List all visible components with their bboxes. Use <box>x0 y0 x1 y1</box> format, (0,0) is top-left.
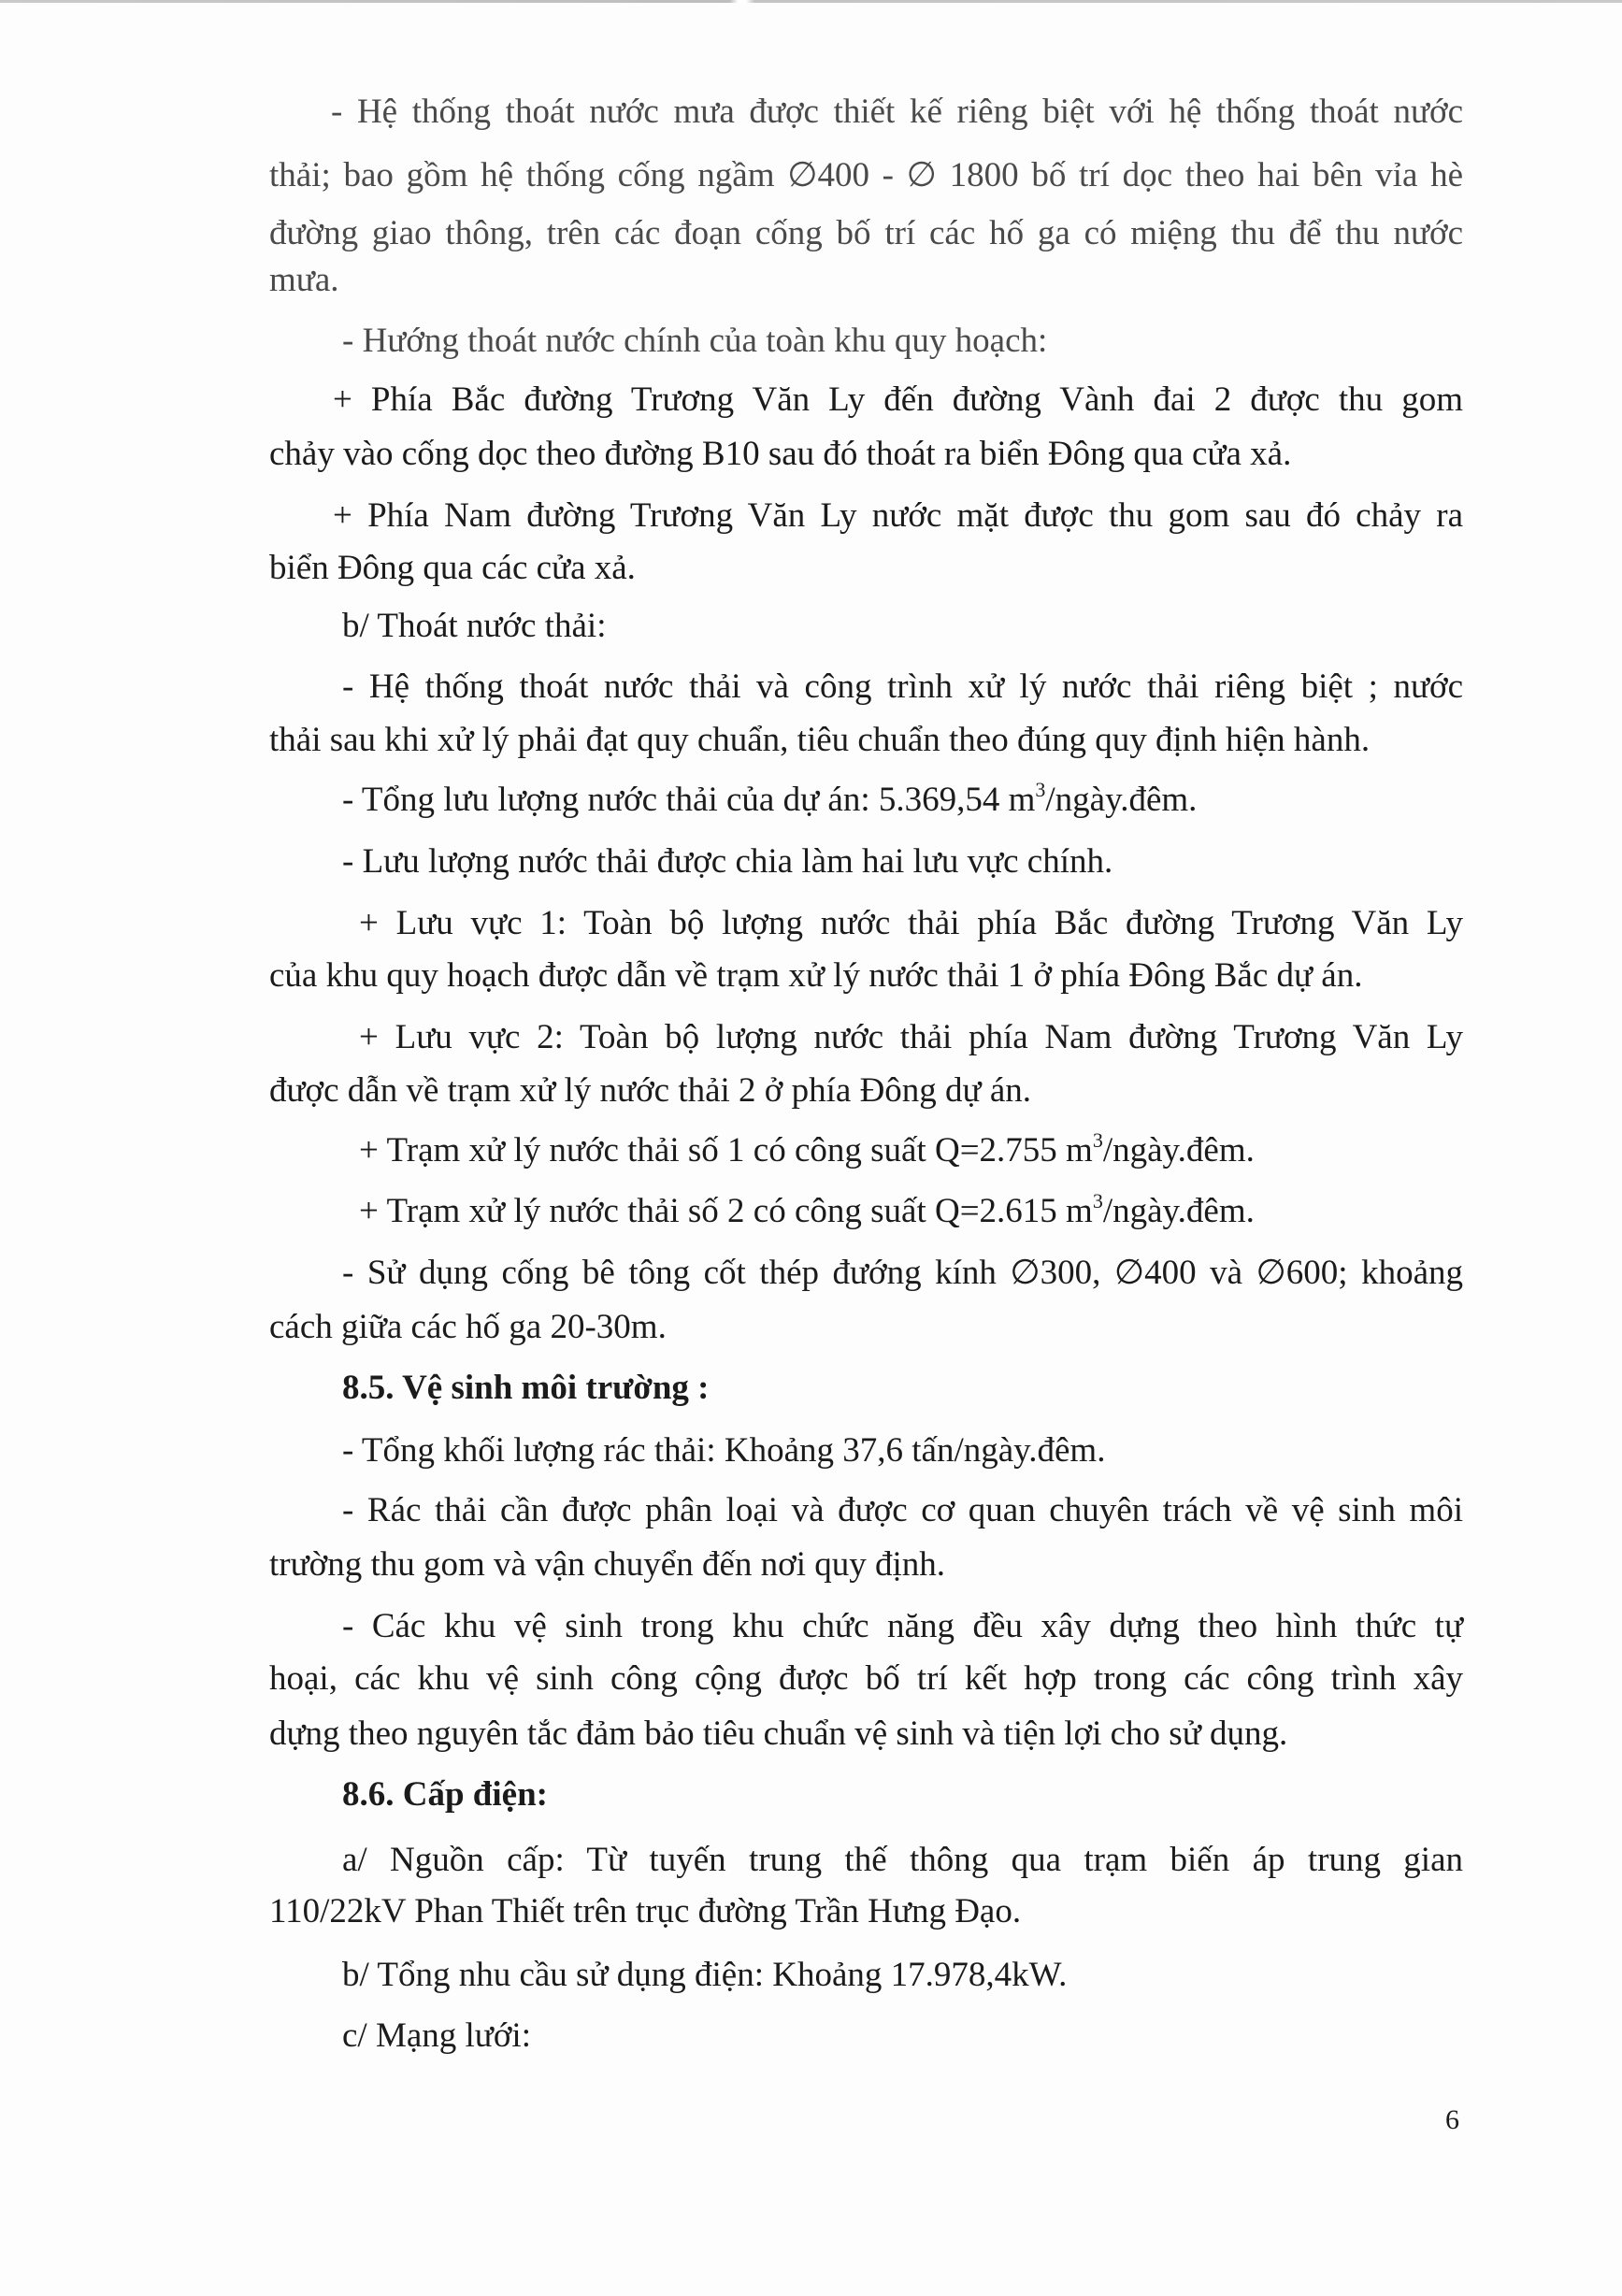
paragraph-line: b/ Tổng nhu cầu sử dụng điện: Khoảng 17.978,4kW. <box>342 1956 1068 1994</box>
paragraph-line: trường thu gom và vận chuyển đến nơi quy định. <box>269 1545 946 1584</box>
text-run: + Trạm xử lý nước thải số 2 có công suất Q=2.615 m <box>359 1192 1093 1230</box>
paragraph-line: - Hệ thống thoát nước mưa được thiết kế riêng biệt với hệ thống thoát nước <box>331 93 1463 131</box>
paragraph-line: đường giao thông, trên các đoạn cống bố trí các hố ga có miệng thu để thu nước <box>269 214 1463 252</box>
paragraph-line <box>359 1127 1255 1171</box>
page-number: 6 <box>1445 2104 1459 2135</box>
paragraph-line: + Phía Nam đường Trương Văn Ly nước mặt được thu gom sau đó chảy ra <box>333 496 1463 535</box>
superscript: 3 <box>1092 1127 1103 1152</box>
paragraph-line: 110/22kV Phan Thiết trên trục đường Trần Hưng Đạo. <box>269 1892 1022 1930</box>
section-heading: 8.6. Cấp điện: <box>342 1775 548 1814</box>
text-run: /ngày.đêm. <box>1045 781 1198 819</box>
paragraph-line <box>342 777 1198 821</box>
paragraph-line: - Sử dụng cống bê tông cốt thép đướng kính ∅300, ∅400 và ∅600; khoảng <box>342 1254 1463 1292</box>
paragraph-line: biển Đông qua các cửa xả. <box>269 549 636 587</box>
paragraph-line <box>359 1188 1255 1232</box>
section-subheading: b/ Thoát nước thải: <box>342 607 607 645</box>
paragraph-line: - Các khu vệ sinh trong khu chức năng đều xây dựng theo hình thức tự <box>342 1607 1463 1645</box>
paragraph-line: a/ Nguồn cấp: Từ tuyến trung thế thông qua trạm biến áp trung gian <box>342 1841 1463 1879</box>
text-run: /ngày.đêm. <box>1102 1131 1255 1170</box>
paragraph-line: cách giữa các hố ga 20-30m. <box>269 1308 667 1346</box>
paragraph-line: hoại, các khu vệ sinh công cộng được bố trí kết hợp trong các công trình xây <box>269 1659 1463 1698</box>
paragraph-line: - Hệ thống thoát nước thải và công trình xử lý nước thải riêng biệt ; nước <box>342 667 1463 706</box>
paragraph-line: thải; bao gồm hệ thống cống ngầm ∅400 - ∅ 1800 bố trí dọc theo hai bên vỉa hè <box>269 156 1463 194</box>
paragraph-line: thải sau khi xử lý phải đạt quy chuẩn, tiêu chuẩn theo đúng quy định hiện hành. <box>269 721 1371 759</box>
superscript: 3 <box>1035 777 1046 801</box>
paragraph-line: - Rác thải cần được phân loại và được cơ quan chuyên trách về vệ sinh môi <box>342 1491 1463 1529</box>
paragraph-line: c/ Mạng lưới: <box>342 2016 531 2055</box>
text-run: - Tổng lưu lượng nước thải của dự án: 5.369,54 m <box>342 781 1036 819</box>
paragraph-line: chảy vào cống dọc theo đường B10 sau đó thoát ra biển Đông qua cửa xả. <box>269 435 1292 473</box>
paragraph-line: của khu quy hoạch được dẫn về trạm xử lý nước thải 1 ở phía Đông Bắc dự án. <box>269 956 1363 995</box>
text-run: + Trạm xử lý nước thải số 1 có công suất Q=2.755 m <box>359 1131 1093 1170</box>
paragraph-line: + Lưu vực 1: Toàn bộ lượng nước thải phía Bắc đường Trương Văn Ly <box>359 904 1463 942</box>
paragraph-line: - Tổng khối lượng rác thải: Khoảng 37,6 tấn/ngày.đêm. <box>342 1431 1106 1470</box>
paragraph-line: - Hướng thoát nước chính của toàn khu quy hoạch: <box>342 322 1048 360</box>
paragraph-line: - Lưu lượng nước thải được chia làm hai lưu vực chính. <box>342 842 1113 881</box>
paragraph-line: + Lưu vực 2: Toàn bộ lượng nước thải phía Nam đường Trương Văn Ly <box>359 1018 1463 1056</box>
paragraph-line: dựng theo nguyên tắc đảm bảo tiêu chuẩn vệ sinh và tiện lợi cho sử dụng. <box>269 1715 1288 1753</box>
paragraph-line: mưa. <box>269 261 339 299</box>
top-scan-edge <box>0 0 1622 3</box>
paragraph-line: được dẫn về trạm xử lý nước thải 2 ở phía Đông dự án. <box>269 1071 1032 1110</box>
superscript: 3 <box>1092 1188 1103 1213</box>
section-heading: 8.5. Vệ sinh môi trường : <box>342 1369 710 1407</box>
paragraph-line: + Phía Bắc đường Trương Văn Ly đến đường Vành đai 2 được thu gom <box>333 380 1463 419</box>
text-run: /ngày.đêm. <box>1102 1192 1255 1230</box>
